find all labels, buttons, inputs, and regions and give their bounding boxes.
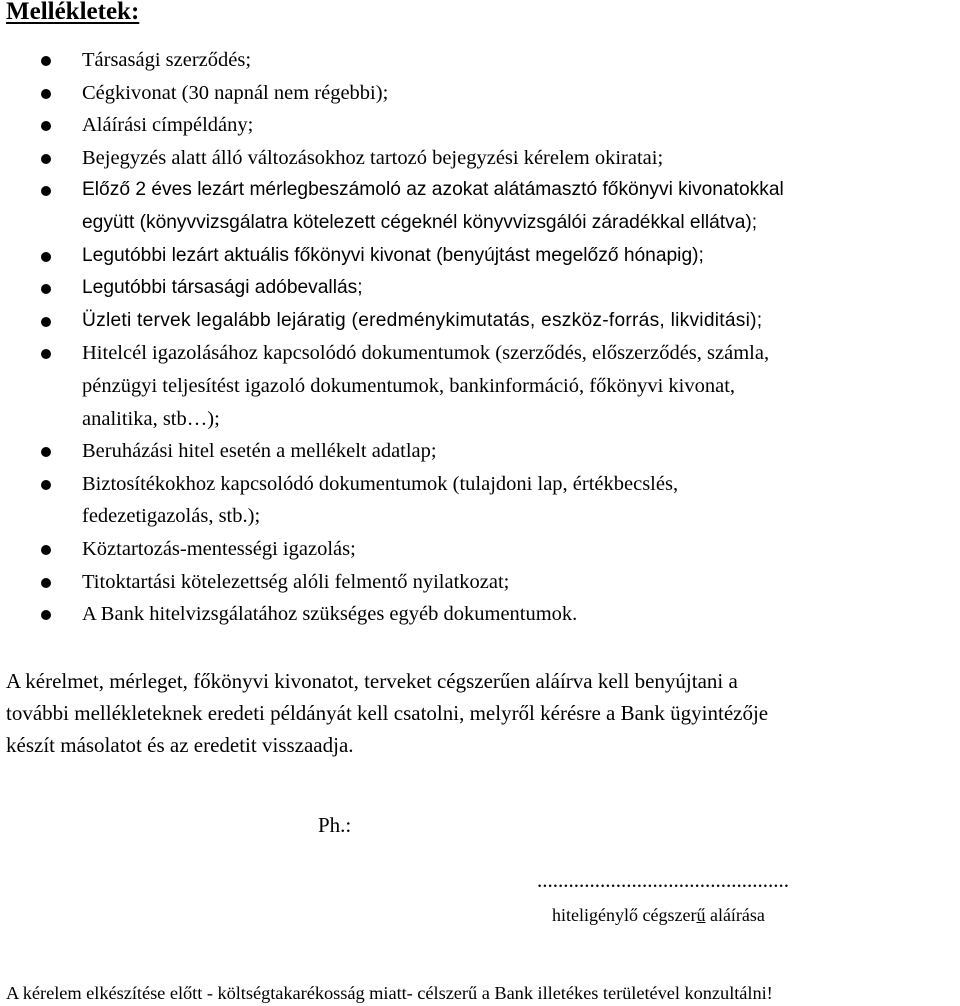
- list-item: [0, 77, 960, 110]
- list-item-text: Cégkivonat (30 napnál nem régebbi);: [82, 81, 389, 104]
- list-item: [0, 272, 960, 305]
- list-item: [0, 598, 960, 631]
- list-item: [0, 305, 960, 338]
- list-item: [0, 566, 960, 599]
- list-item: [0, 142, 960, 175]
- list-item: [0, 468, 960, 533]
- bullet-icon: [41, 610, 51, 620]
- paragraph-line: A kérelmet, mérleget, főkönyvi kivonatot, terveket cégszerűen aláírva kell benyújtani a: [6, 669, 738, 693]
- list-item: [0, 240, 960, 273]
- list-item: [0, 533, 960, 566]
- signature-label-text: ű: [696, 905, 706, 925]
- list-item: [0, 435, 960, 468]
- list-item-text: Köztartozás-mentességi igazolás;: [82, 537, 356, 560]
- list-item-text: együtt (könyvvizsgálatra kötelezett cégeknél könyvvizsgálói záradékkal ellátva);: [82, 211, 758, 233]
- bullet-icon: [41, 56, 51, 66]
- bullet-icon: [41, 284, 51, 294]
- list-item-text: Legutóbbi társasági adóbevallás;: [82, 277, 363, 299]
- bullet-icon: [41, 578, 51, 588]
- bullet-icon: [41, 154, 51, 164]
- bullet-icon: [41, 317, 51, 327]
- list-item-text: A Bank hitelvizsgálatához szükséges egyéb dokumentumok.: [82, 603, 578, 626]
- list-item-text: Társasági szerződés;: [82, 49, 252, 71]
- list-item-text: Bejegyzés alatt álló változásokhoz tartozó bejegyzési kérelem okiratai;: [82, 146, 664, 169]
- bullet-icon: [41, 186, 51, 196]
- list-item-text: Üzleti tervek legalább lejáratig (eredménykimutatás, eszköz-forrás, likviditási);: [82, 309, 763, 331]
- list-item-text: pénzügyi teljesítést igazoló dokumentumok, bankinformáció, főkönyvi kivonat,: [82, 374, 736, 397]
- list-item: [0, 337, 960, 435]
- list-item-text: Beruházási hitel esetén a mellékelt adatlap;: [82, 440, 437, 463]
- paragraph-line: készít másolatot és az eredetit visszaadja.: [6, 733, 354, 757]
- bullet-icon: [41, 121, 51, 131]
- list-item-text: fedezetigazolás, stb.);: [82, 505, 261, 528]
- paragraph-line: további mellékleteknek eredeti példányát kell csatolni, melyről kérésre a Bank ügyintézője: [6, 701, 769, 725]
- list-item-text: Előző 2 éves lezárt mérlegbeszámoló az azokat alátámasztó főkönyvi kivonatokkal: [82, 179, 784, 201]
- list-item: [0, 44, 960, 77]
- stamp-label: Ph.:: [318, 813, 352, 837]
- instructions-paragraph: [6, 665, 956, 761]
- list-item-text: analitika, stb…);: [82, 407, 220, 430]
- signature-label: [552, 902, 765, 928]
- signature-label-text: hiteligénylő cégszer: [552, 905, 697, 925]
- signature-label-text: aláírása: [705, 905, 765, 925]
- footer-note: A kérelem elkészítése előtt - költségtakarékosság miatt- célszerű a Bank illetékes területével konzultálni!: [6, 983, 773, 1003]
- attachments-list: [0, 44, 960, 631]
- bullet-icon: [41, 252, 51, 262]
- list-item-text: Biztosítékokhoz kapcsolódó dokumentumok (tulajdoni lap, értékbecslés,: [82, 472, 679, 495]
- list-item-text: Legutóbbi lezárt aktuális főkönyvi kivonat (benyújtást megelőző hónapig);: [82, 244, 704, 266]
- bullet-icon: [41, 89, 51, 99]
- bullet-icon: [41, 349, 51, 359]
- list-item-text: Titoktartási kötelezettség alóli felmentő nyilatkozat;: [82, 570, 510, 593]
- list-item: [0, 174, 960, 239]
- bullet-icon: [41, 447, 51, 457]
- list-item-text: Aláírási címpéldány;: [82, 114, 254, 137]
- list-item-text: Hitelcél igazolásához kapcsolódó dokumentumok (szerződés, előszerződés, számla,: [82, 342, 770, 365]
- bullet-icon: [41, 480, 51, 490]
- signature-line: ................................................: [537, 868, 789, 892]
- bullet-icon: [41, 545, 51, 555]
- list-item: [0, 109, 960, 142]
- attachments-heading: Mellékletek:: [6, 0, 140, 25]
